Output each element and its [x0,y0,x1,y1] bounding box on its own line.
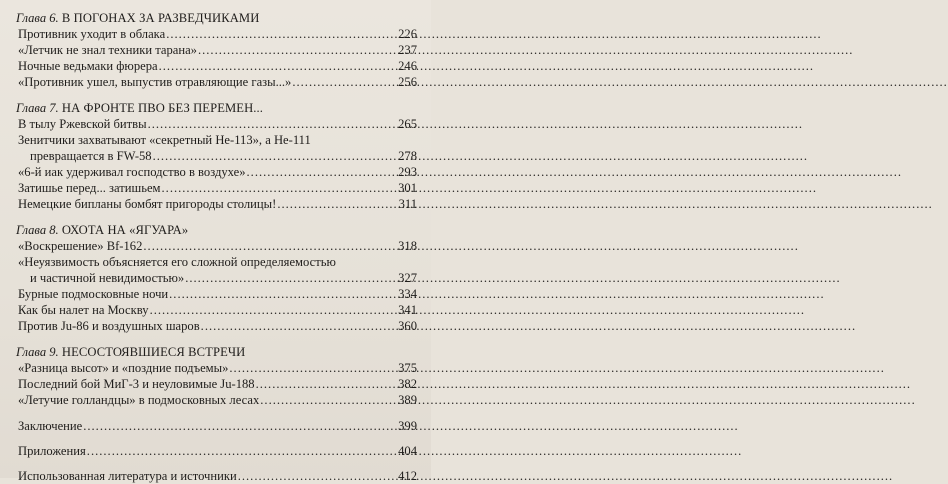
leader-dots [256,376,396,392]
chapter-number: Глава 6. [16,11,59,25]
chapter-7 [16,100,417,212]
toc-entry[interactable] [18,286,417,302]
chapter-8 [16,222,417,334]
entry-title-line-2: превращается в FW-58 [30,149,152,163]
entry-title: Бурные подмосковные ночи [18,287,169,301]
leader-dots [162,180,396,196]
toc-entry[interactable] [18,238,417,254]
chapter-name: НЕСОСТОЯВШИЕСЯ ВСТРЕЧИ [61,345,246,359]
chapter-title [16,344,417,360]
toc-entry[interactable] [18,58,417,74]
toc-page [0,0,431,483]
entry-title: Противник уходит в облака [18,27,166,41]
leader-dots [87,443,396,459]
page-number: 389 [398,393,417,407]
toc-entry[interactable] [18,360,417,376]
page-number: 412 [398,469,417,483]
toc-entry[interactable] [18,74,417,90]
leader-dots [166,26,396,42]
page-number: 334 [398,287,417,301]
entry-title-line-2: и частичной невидимостью» [30,271,185,285]
toc-entry[interactable] [18,42,417,58]
page-number: 256 [398,75,417,89]
chapter-number: Глава 8. [16,223,59,237]
entry-title: Использованная литература и источники [18,469,237,483]
page-number: 341 [398,303,417,317]
entry-title: Приложения [18,444,86,458]
leader-dots [148,116,396,132]
chapter-name: ОХОТА НА «ЯГУАРА» [61,223,189,237]
toc-entry[interactable] [18,302,417,318]
entry-title: Как бы налет на Москву [18,303,149,317]
page-number: 375 [398,361,417,375]
page-number: 399 [398,419,417,433]
page-number: 404 [398,444,417,458]
entry-title: Затишье перед... затишьем [18,181,161,195]
toc-entry-references[interactable] [18,468,417,484]
entry-title: В тылу Ржевской битвы [18,117,147,131]
page-number: 311 [398,197,417,211]
page-number: 246 [398,59,417,73]
leader-dots [201,318,396,334]
toc-entry[interactable] [18,132,417,164]
toc-entry[interactable] [18,254,417,286]
entry-title: Немецкие бипланы бомбят пригороды столицы! [18,197,277,211]
leader-dots [260,392,396,408]
toc-entry[interactable] [18,376,417,392]
leader-dots [277,196,396,212]
chapter-number: Глава 9. [16,345,59,359]
toc-entry-conclusion[interactable] [18,418,417,434]
toc-entry[interactable] [18,392,417,408]
entry-title-line-1: «Неуязвимость объясняется его сложной определяемостью [18,255,336,269]
toc-entry[interactable] [18,164,417,180]
chapter-number: Глава 7. [16,101,59,115]
page-number: 237 [398,43,417,57]
toc-entry[interactable] [18,318,417,334]
page-number: 301 [398,181,417,195]
leader-dots [150,302,396,318]
page-number: 382 [398,377,417,391]
leader-dots [143,238,396,254]
chapter-title [16,222,417,238]
leader-dots [185,270,396,286]
page-number: 293 [398,165,417,179]
toc-entry[interactable] [18,196,417,212]
leader-dots [229,360,396,376]
entry-title: Последний бой МиГ-3 и неуловимые Ju-188 [18,377,255,391]
toc-entry[interactable] [18,26,417,42]
page-number: 226 [398,27,417,41]
entry-title: «Летучие голландцы» в подмосковных лесах [18,393,260,407]
entry-title: «6-й иак удерживал господство в воздухе» [18,165,246,179]
leader-dots [169,286,396,302]
leader-dots [159,58,396,74]
page-number: 360 [398,319,417,333]
chapter-title [16,10,417,26]
entry-title: Заключение [18,419,83,433]
page-number: 278 [398,149,417,163]
page-number: 265 [398,117,417,131]
entry-title: Ночные ведьмаки фюрера [18,59,158,73]
leader-dots [83,418,396,434]
leader-dots [153,148,396,164]
toc-entry[interactable] [18,116,417,132]
entry-title-line-1: Зенитчики захватывают «секретный Не-113», а Не-111 [18,133,311,147]
entry-title: «Воскрешение» Bf-162 [18,239,143,253]
chapter-6 [16,10,417,90]
leader-dots [247,164,396,180]
toc-entry[interactable] [18,180,417,196]
leader-dots [238,468,396,484]
entry-title: Против Ju-86 и воздушных шаров [18,319,200,333]
chapter-name: В ПОГОНАХ ЗА РАЗВЕДЧИКАМИ [61,11,260,25]
leader-dots [292,74,396,90]
chapter-title [16,100,417,116]
page-number: 327 [398,271,417,285]
chapter-name: НА ФРОНТЕ ПВО БЕЗ ПЕРЕМЕН... [61,101,264,115]
toc-entry-appendices[interactable] [18,443,417,459]
page-number: 318 [398,239,417,253]
leader-dots [198,42,396,58]
chapter-9 [16,344,417,408]
entry-title: «Разница высот» и «поздние подъемы» [18,361,229,375]
entry-title: «Противник ушел, выпустив отравляющие газы...» [18,75,292,89]
entry-title: «Летчик не знал техники тарана» [18,43,197,57]
